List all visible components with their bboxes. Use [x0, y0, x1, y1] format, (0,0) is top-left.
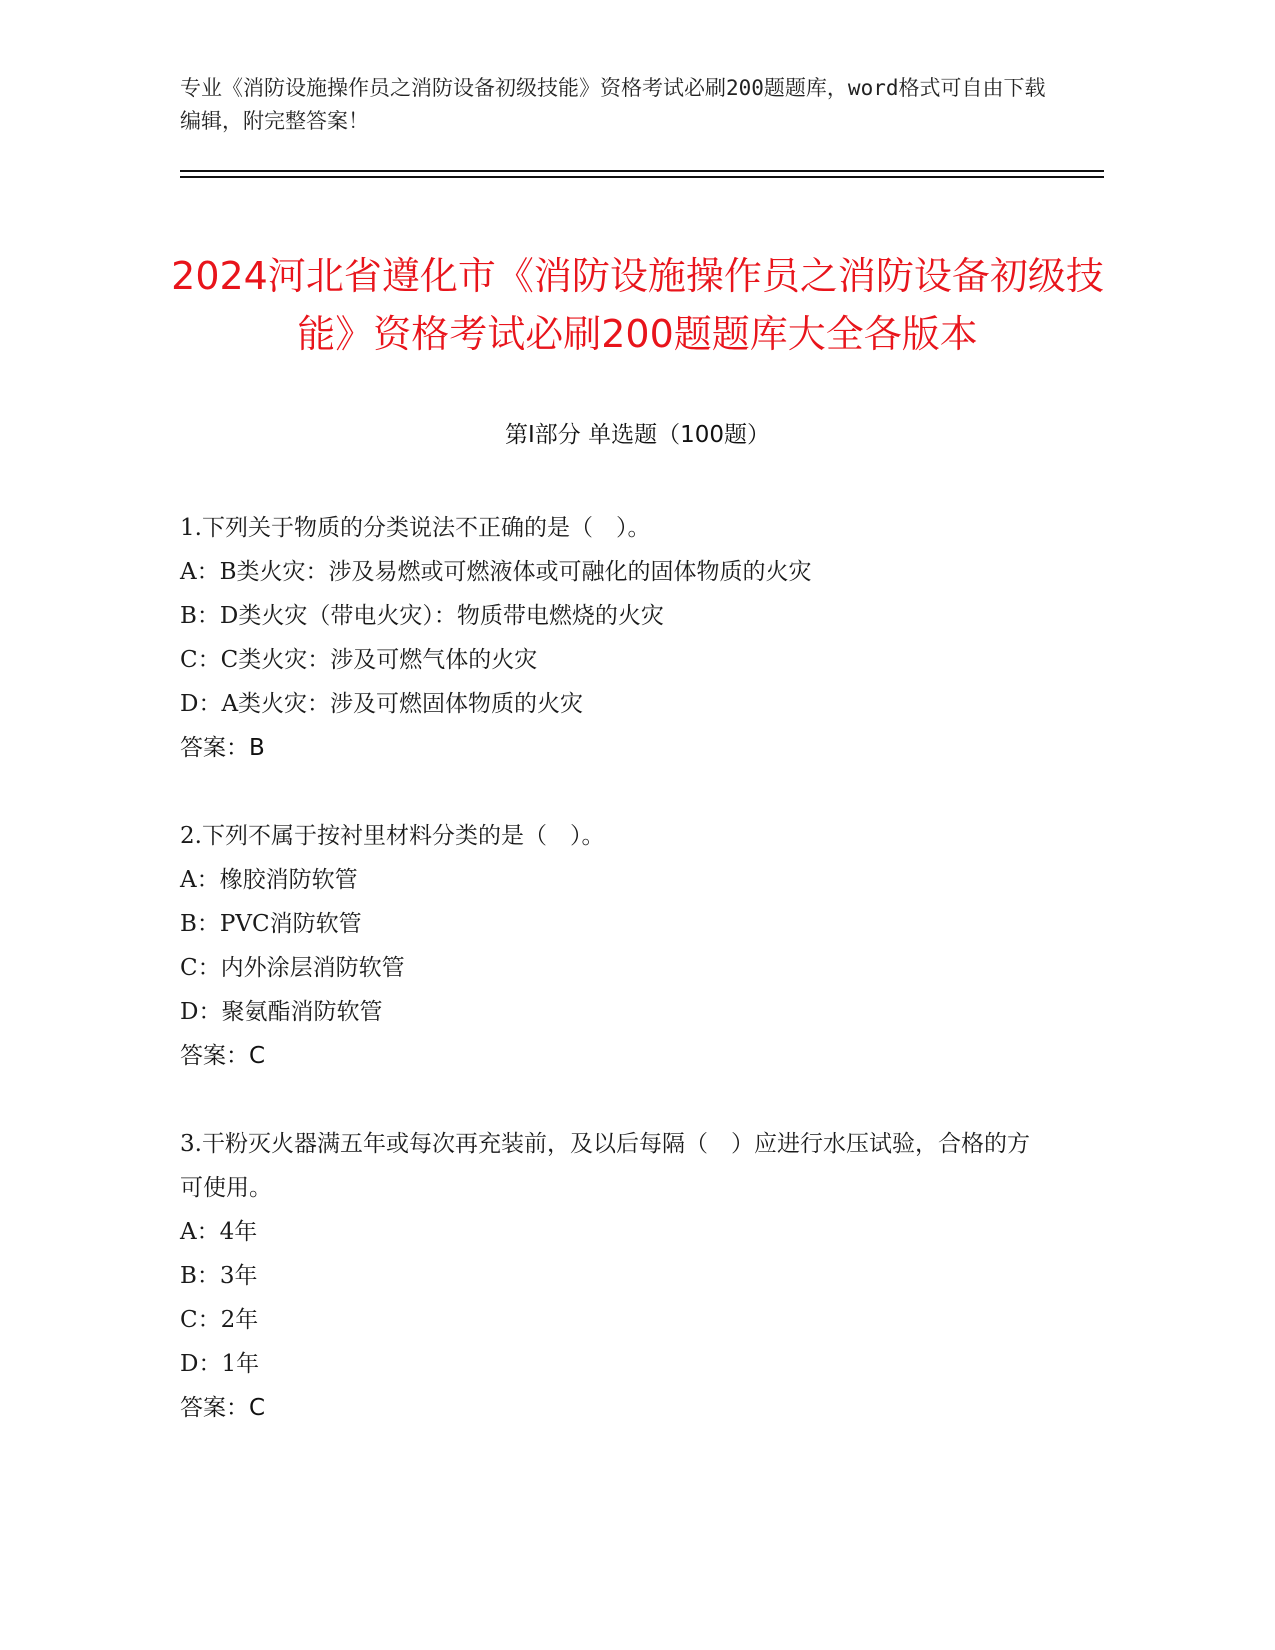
answer: 答案：B: [180, 735, 265, 761]
question-stem: 1.下列关于物质的分类说法不正确的是（ ）。: [180, 515, 651, 541]
option-d: D：聚氨酯消防软管: [180, 999, 383, 1025]
option-c: C：C类火灾：涉及可燃气体的火灾: [180, 647, 538, 673]
option-b: B：PVC消防软管: [180, 911, 362, 937]
option-d: D：A类火灾：涉及可燃固体物质的火灾: [180, 691, 584, 717]
question-list: [180, 506, 1040, 1474]
header-divider-bottom: [180, 176, 1104, 178]
option-a: A：4年: [180, 1219, 258, 1245]
header-note: 专业《消防设施操作员之消防设备初级技能》资格考试必刷200题题库，word格式可自由下载编辑，附完整答案！: [180, 76, 1046, 133]
header-divider-top: [180, 170, 1104, 172]
question-stem: 2.下列不属于按衬里材料分类的是（ ）。: [180, 823, 605, 849]
answer: 答案：C: [180, 1395, 266, 1421]
option-c: C：内外涂层消防软管: [180, 955, 405, 981]
option-a: A：B类火灾：涉及易燃或可燃液体或可融化的固体物质的火灾: [180, 559, 812, 585]
option-a: A：橡胶消防软管: [180, 867, 358, 893]
option-c: C：2年: [180, 1307, 259, 1333]
option-b: B：D类火灾（带电火灾）：物质带电燃烧的火灾: [180, 603, 664, 629]
question-stem: 3.干粉灭火器满五年或每次再充装前，及以后每隔（ ）应进行水压试验，合格的方可使用。: [180, 1131, 1030, 1201]
question-2: [180, 814, 1040, 1078]
question-1: [180, 506, 1040, 770]
document-title: 2024河北省遵化市《消防设施操作员之消防设备初级技能》资格考试必刷200题题库大全各版本: [171, 254, 1104, 357]
section-heading: 第Ⅰ部分 单选题（100题）: [505, 422, 770, 448]
option-b: B：3年: [180, 1263, 258, 1289]
question-3: [180, 1122, 1040, 1430]
answer: 答案：C: [180, 1043, 266, 1069]
option-d: D：1年: [180, 1351, 260, 1377]
